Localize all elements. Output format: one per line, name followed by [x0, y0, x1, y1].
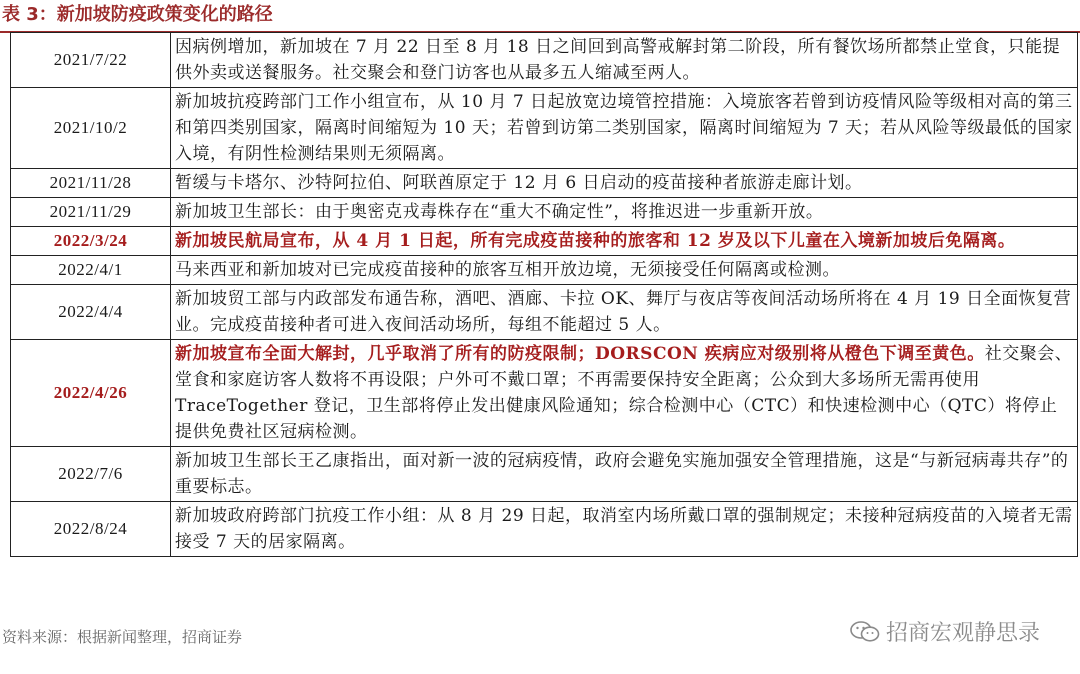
row-date: 2021/11/28	[11, 169, 171, 198]
row-description	[171, 227, 1078, 256]
wechat-icon	[850, 620, 880, 644]
table-row	[11, 256, 1078, 285]
highlighted-text: 新加坡宣布全面大解封，几乎取消了所有的防疫限制；DORSCON 疾病应对级别将从橙色下调至黄色。	[175, 344, 985, 364]
row-description	[171, 447, 1078, 502]
row-date: 2021/11/29	[11, 198, 171, 227]
watermark-label: 招商宏观静思录	[885, 621, 1040, 646]
description-text: 暂缓与卡塔尔、沙特阿拉伯、阿联酋原定于 12 月 6 日启动的疫苗接种者旅游走廊计划。	[175, 173, 863, 193]
row-description	[171, 502, 1078, 557]
table-row	[11, 340, 1078, 447]
description-text: 新加坡卫生部长：由于奥密克戎毒株存在“重大不确定性”，将推迟进一步重新开放。	[175, 202, 824, 222]
row-date: 2022/4/26	[11, 340, 171, 447]
description-text: 社交聚会、堂食和家庭访客人数将不再设限；户外可不戴口罩；不再需要保持安全距离；公众到大多场所无需再使用 TraceTogether 登记，卫生部将停止发出健康风险通知；综合检测中心（CTC）和快速检测中心（QTC）将停止提供免费社区冠病检测。	[175, 344, 1073, 442]
description-text: 新加坡卫生部长王乙康指出，面对新一波的冠病疫情，政府会避免实施加强安全管理措施，这是“与新冠病毒共存”的重要标志。	[175, 451, 1069, 497]
source-note: 资料来源：根据新闻整理，招商证券	[2, 628, 243, 646]
table-row	[11, 227, 1078, 256]
row-description	[171, 340, 1078, 447]
description-text: 因病例增加，新加坡在 7 月 22 日至 8 月 18 日之间回到高警戒解封第二阶段，所有餐饮场所都禁止堂食，只能提供外卖或送餐服务。社交聚会和登门访客也从最多五人缩减至两人。	[175, 37, 1061, 83]
row-description	[171, 169, 1078, 198]
row-date: 2022/4/1	[11, 256, 171, 285]
table-row	[11, 169, 1078, 198]
row-date: 2021/7/22	[11, 33, 171, 88]
row-date: 2021/10/2	[11, 88, 171, 169]
description-text: 新加坡贸工部与内政部发布通告称，酒吧、酒廊、卡拉 OK、舞厅与夜店等夜间活动场所将在 4 月 19 日全面恢复营业。完成疫苗接种者可进入夜间活动场所，每组不能超过 5 人。	[175, 289, 1072, 335]
table-row	[11, 88, 1078, 169]
watermark	[850, 616, 1040, 647]
highlighted-text: 新加坡民航局宣布，从 4 月 1 日起，所有完成疫苗接种的旅客和 12 岁及以下儿童在入境新加坡后免隔离。	[175, 231, 1016, 251]
table-row	[11, 33, 1078, 88]
row-description	[171, 285, 1078, 340]
table-row	[11, 285, 1078, 340]
row-date: 2022/8/24	[11, 502, 171, 557]
table-row	[11, 447, 1078, 502]
row-description	[171, 88, 1078, 169]
table-row	[11, 198, 1078, 227]
row-description	[171, 198, 1078, 227]
table-row	[11, 502, 1078, 557]
description-text: 新加坡抗疫跨部门工作小组宣布，从 10 月 7 日起放宽边境管控措施：入境旅客若曾到访疫情风险等级相对高的第三和第四类别国家，隔离时间缩短为 10 天；若曾到访第二类别国家，隔离时间缩短为 7 天；若从风险等级最低的国家入境，有阴性检测结果则无须隔离。	[175, 92, 1073, 164]
row-date: 2022/3/24	[11, 227, 171, 256]
row-date: 2022/4/4	[11, 285, 171, 340]
row-description	[171, 33, 1078, 88]
description-text: 新加坡政府跨部门抗疫工作小组：从 8 月 29 日起，取消室内场所戴口罩的强制规定；未接种冠病疫苗的入境者无需接受 7 天的居家隔离。	[175, 506, 1073, 552]
policy-timeline-table	[10, 32, 1078, 557]
row-description	[171, 256, 1078, 285]
row-date: 2022/7/6	[11, 447, 171, 502]
table-title: 表 3：新加坡防疫政策变化的路径	[2, 4, 273, 25]
description-text: 马来西亚和新加坡对已完成疫苗接种的旅客互相开放边境，无须接受任何隔离或检测。	[175, 260, 840, 280]
